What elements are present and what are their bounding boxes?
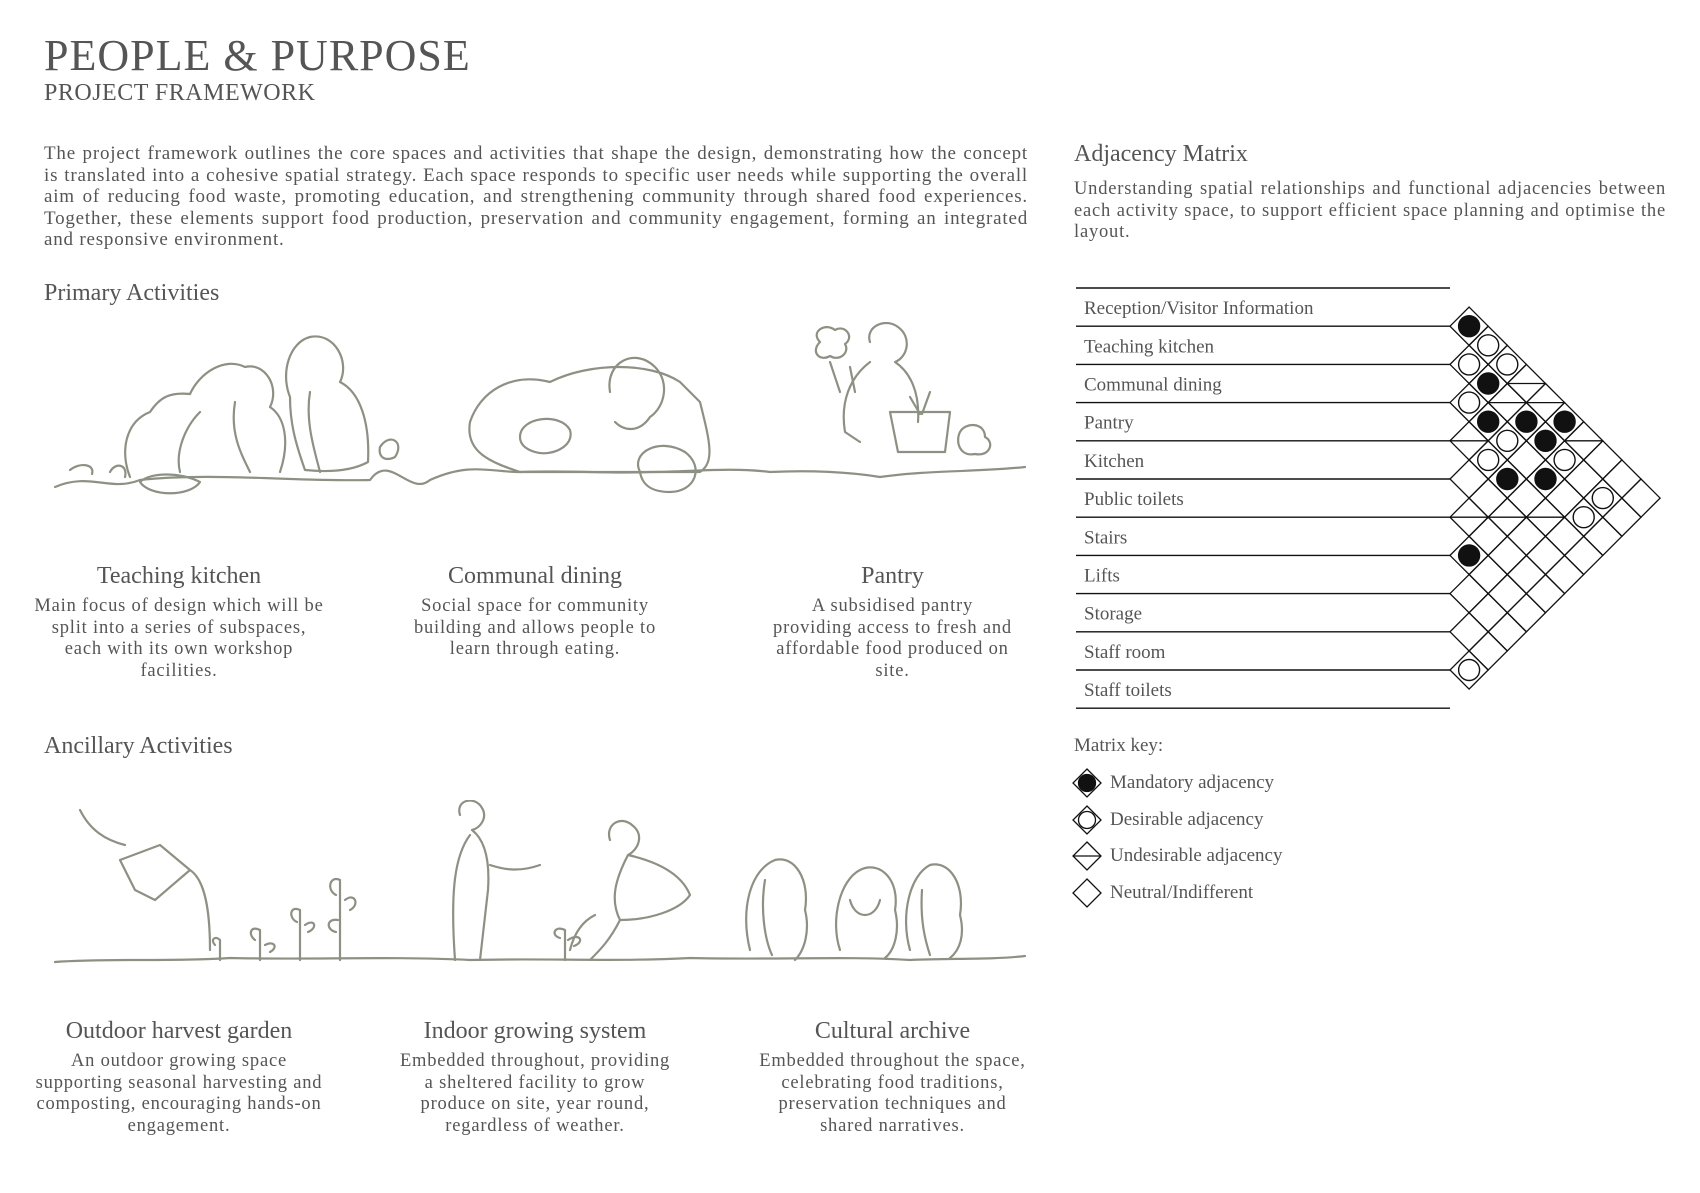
desirable-adjacency-marker [1459,392,1480,413]
vegetables [816,327,855,392]
activity-title: Pantry [861,563,924,589]
matrix-cell [1450,613,1488,651]
matrix-space-label: Pantry [1084,412,1134,434]
mandatory-adjacency-marker [1459,545,1480,566]
adjacency-matrix-description: Understanding spatial relationships and functional adjacencies between each activity space, to support efficient space planning and optimise the layout. [1074,179,1666,242]
activity-title: Cultural archive [814,1018,971,1044]
ancillary-activities-heading: Ancillary Activities [44,733,233,759]
mandatory-adjacency-marker [1478,411,1499,432]
activity-description: Embedded throughout, providing a sheltered facility to grow produce on site, year round, regardless of weather. [399,1051,671,1136]
matrix-space-label: Stairs [1084,527,1128,549]
neutral-adjacency-symbol [1072,878,1102,908]
intro-paragraph: The project framework outlines the core spaces and activities that shape the design, demonstrating how the concept is translated into a cohesive spatial strategy. Each space responds to specific user needs while supporting the overall aim of reducing food waste, promoting education, and strengthening community through shared food experiences. Together, these elements support food production, preservation and community engagement, forming an integrated and responsive environment. [44,143,1028,250]
matrix-cell [1526,575,1564,613]
activity-outdoor-harvest-garden [34,1018,324,1137]
watering-can [80,810,210,950]
matrix-space-label: Public toilets [1084,489,1184,511]
activity-description: An outdoor growing space supporting seasonal harvesting and composting, encouraging hands-on engagement. [35,1051,323,1136]
matrix-cell [1546,555,1584,593]
page-subtitle: PROJECT FRAMEWORK [44,80,316,106]
matrix-cell [1507,594,1545,632]
matrix-cell [1488,536,1526,574]
matrix-key-item [1072,768,1274,798]
page-title: PEOPLE & PURPOSE [44,31,471,80]
pantry-person [844,323,919,442]
primary-activities-illustration [50,322,1030,542]
desirable-adjacency-marker [1478,335,1499,356]
matrix-key-item [1072,878,1253,908]
person-left [125,364,285,477]
seated-figure-2 [836,867,897,958]
activity-pantry [770,563,1015,682]
matrix-key-item [1072,841,1283,871]
desirable-adjacency-marker [1478,449,1499,470]
person-standing [453,801,540,960]
desirable-adjacency-marker [1592,488,1613,509]
undesirable-adjacency-symbol [1072,841,1102,871]
table [469,367,709,472]
desirable-adjacency-marker [1554,449,1575,470]
matrix-cell [1488,613,1526,651]
mandatory-adjacency-marker [1516,411,1537,432]
person-crouching [570,821,690,960]
matrix-cell [1488,575,1526,613]
matrix-space-label: Teaching kitchen [1084,336,1215,358]
matrix-cell [1469,594,1507,632]
desirable-adjacency-marker [1497,354,1518,375]
matrix-cell [1526,536,1564,574]
matrix-key-label: Neutral/Indifferent [1110,881,1254,903]
basket [890,392,950,452]
matrix-cell [1584,441,1622,479]
mandatory-adjacency-symbol [1072,768,1102,798]
matrix-space-label: Reception/Visitor Information [1084,298,1314,320]
matrix-space-label: Kitchen [1084,450,1145,472]
seated-figure-1 [746,859,807,960]
matrix-space-label: Storage [1084,603,1143,625]
plate-2 [638,446,696,492]
mandatory-adjacency-marker [1478,373,1499,394]
desirable-adjacency-marker [1459,354,1480,375]
mandatory-adjacency-marker [1459,316,1480,337]
mandatory-adjacency-marker [1554,411,1575,432]
matrix-cell [1450,575,1488,613]
activity-description: Social space for community building and allows people to learn through eating. [413,596,657,659]
matrix-cell [1507,517,1545,555]
ancillary-activities-illustration [50,800,1030,980]
activity-teaching-kitchen [34,563,324,682]
activity-description: Embedded throughout the space, celebrating food traditions, preservation techniques and shared narratives. [759,1051,1026,1136]
activity-title: Communal dining [448,563,622,589]
desirable-adjacency-marker [1573,507,1594,528]
activity-cultural-archive [755,1018,1030,1137]
sprouts [213,879,356,960]
matrix-cell [1565,536,1603,574]
primary-activities-heading: Primary Activities [44,280,220,306]
mandatory-adjacency-marker [1535,430,1556,451]
activity-description: Main focus of design which will be split into a series of subspaces, each with its own workshop facilities. [34,596,324,681]
activity-communal-dining [400,563,670,661]
activity-description: A subsidised pantry providing access to fresh and affordable food produced on site. [773,596,1012,681]
adjacency-matrix-title: Adjacency Matrix [1074,141,1248,167]
desirable-adjacency-symbol [1072,805,1102,835]
activity-title: Outdoor harvest garden [65,1018,293,1044]
mandatory-adjacency-marker [1535,469,1556,490]
small-items [70,440,398,477]
produce [958,425,990,454]
matrix-space-label: Communal dining [1084,374,1222,396]
desirable-adjacency-marker [1497,430,1518,451]
matrix-key-item [1072,805,1264,835]
plate-1 [520,419,571,453]
matrix-key-title: Matrix key: [1074,735,1164,756]
activity-indoor-growing-system [395,1018,675,1137]
adjacency-matrix [1070,280,1670,720]
matrix-space-label: Lifts [1084,565,1120,587]
ground-line [55,467,1025,487]
mandatory-adjacency-marker [1497,469,1518,490]
matrix-cell [1507,555,1545,593]
desirable-adjacency-marker [1459,660,1480,681]
matrix-key-label: Undesirable adjacency [1110,845,1283,866]
activity-title: Teaching kitchen [96,563,262,589]
person-right [286,336,368,472]
matrix-key-label: Desirable adjacency [1110,808,1264,830]
activity-title: Indoor growing system [423,1018,647,1044]
ground-line [55,956,1025,962]
matrix-space-label: Staff room [1084,641,1166,663]
seated-figure-3 [906,864,962,958]
matrix-key-label: Mandatory adjacency [1110,772,1275,793]
matrix-space-label: Staff toilets [1084,680,1172,702]
matrix-cell [1622,479,1660,517]
